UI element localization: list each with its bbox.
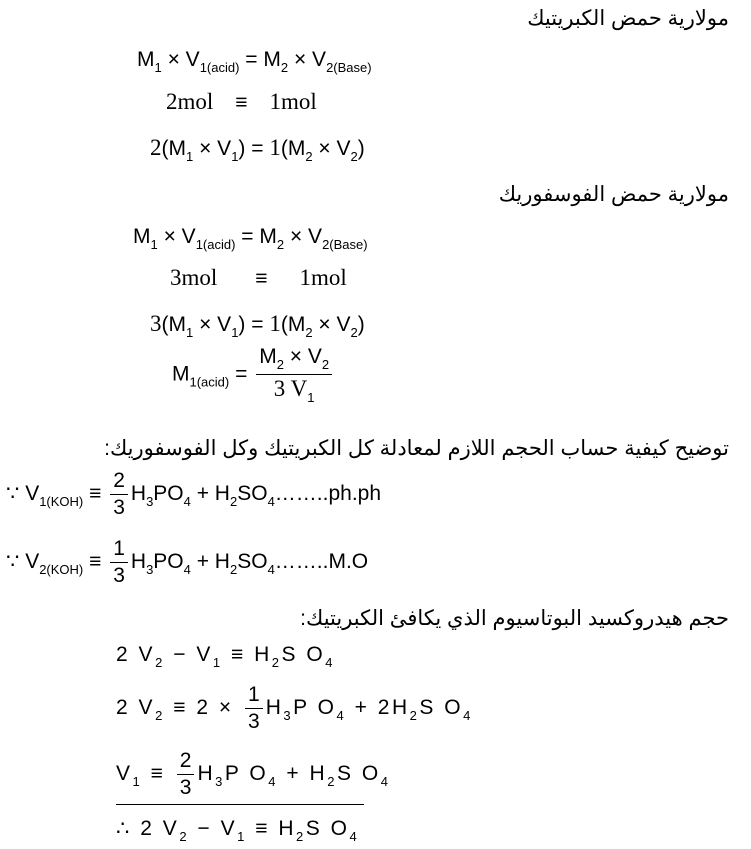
- koh-result-equation: ∴ 2 $V_2 - V_1 \equiv H_2S$ $O_4$: [116, 817, 360, 844]
- phosphoric-molarity-heading: مولارية حمض الفوسفوريك: [498, 183, 729, 206]
- phosphoric-dilution-equation: $M_1 \times V_{1(acid)} = M_2 \times V_{2(Base)}$: [133, 225, 368, 252]
- koh-difference-equation: 2 $V_2 - V_1 \equiv H_2S$ $O_4$: [116, 643, 336, 670]
- molarity-fraction: $\frac{M_2 \times V_2}{3 V_1}$: [256, 346, 332, 404]
- koh-single-volume-equation: $V_1$ ≡ $\frac{2}{3}$ $H_3P$ $O_4 + H_2S$ $O_4$: [116, 749, 391, 800]
- koh-volume-methyl-orange-equation: ∵ $V_{2(KOH)}$ ≡ $\frac{1}{3}$ $H_3PO_4$ + $H_2SO_4\dots\dots..M.O$: [6, 537, 369, 588]
- koh-volume-heading: حجم هيدروكسيد البوتاسيوم الذي يكافئ الكبريتيك:: [300, 607, 729, 630]
- phosphoric-mole-ratio: 3mol ≡ 1mol: [170, 265, 347, 290]
- sulfuric-ratio-equation: $2(M_1 \times V_1) = 1(M_2 \times V_2)$: [150, 135, 365, 164]
- sulfuric-mole-ratio: 2mol ≡ 1mol: [166, 89, 317, 114]
- koh-double-volume-equation: 2 $V_2 \equiv 2$ × $\frac{1}{3}$ $H_3P$ $O_4 + 2H_2S$ $O_4$: [116, 683, 473, 734]
- phosphoric-ratio-equation: $3(M_1 \times V_1) = 1(M_2 \times V_2)$: [150, 311, 365, 340]
- volume-explanation-heading: توضيح كيفية حساب الحجم اللازم لمعادلة كل الكبريتيك وكل الفوسفوريك:: [104, 437, 729, 460]
- subtraction-line: [116, 804, 364, 805]
- koh-volume-phenolphthalein-equation: ∵ $V_{1(KOH)}$ ≡ $\frac{2}{3}$ $H_3PO_4$ + $H_2SO_4\dots\dots..ph.ph$: [6, 469, 382, 520]
- phosphoric-acid-molarity-formula: $M_{1(acid)}$ = $\frac{M_2 \times V_2}{3 V_1}$: [172, 346, 335, 404]
- sulfuric-dilution-equation: $M_1 \times V_{1(acid)} = M_2 \times V_{2(Base)}$: [137, 48, 372, 75]
- sulfuric-molarity-heading: مولارية حمض الكبريتيك: [527, 7, 729, 30]
